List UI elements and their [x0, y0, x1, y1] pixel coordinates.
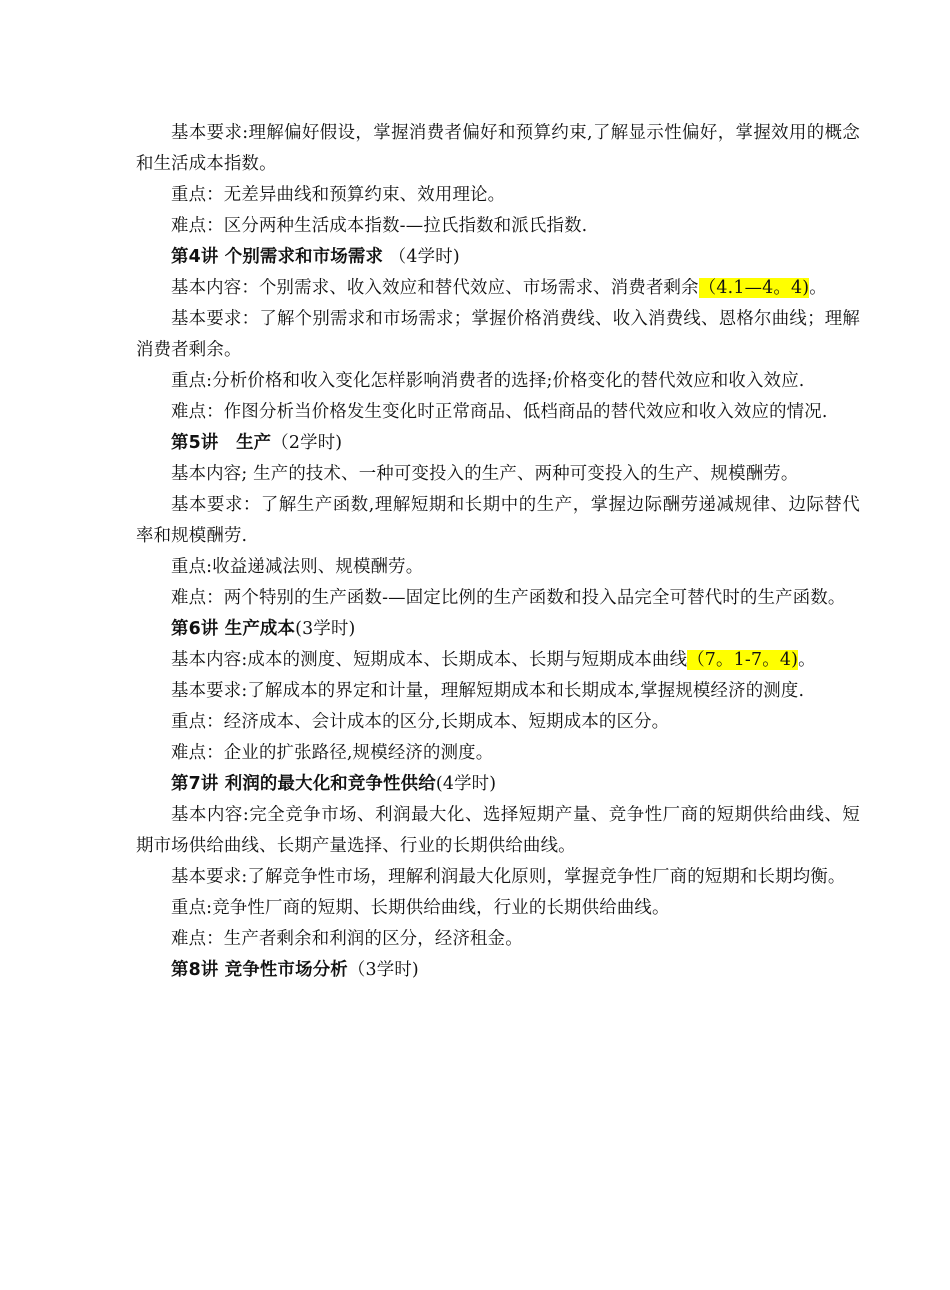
- paragraph-basic-requirements-ch4: 基本要求：了解个别需求和市场需求；掌握价格消费线、收入消费线、恩格尔曲线；理解消费者剩余。: [136, 309, 860, 360]
- paragraph-difficulties-ch6: 难点：企业的扩张路径,规模经济的测度。: [171, 743, 494, 763]
- paragraph-difficulties-ch3: 难点：区分两种生活成本指数-—拉氏指数和派氏指数.: [171, 216, 588, 236]
- lecture-title: 第5讲 生产: [171, 433, 272, 453]
- lecture-heading-4: [136, 242, 860, 273]
- lecture-heading-5: [136, 428, 860, 459]
- paragraph-basic-requirements-ch7: 基本要求:了解竞争性市场，理解利润最大化原则，掌握竞争性厂商的短期和长期均衡。: [171, 867, 846, 887]
- paragraph-difficulties-ch4: 难点：作图分析当价格发生变化时正常商品、低档商品的替代效应和收入效应的情况.: [171, 402, 828, 422]
- lecture-hours: （2学时): [271, 433, 343, 453]
- paragraph-basic-requirements-ch3: 基本要求:理解偏好假设，掌握消费者偏好和预算约束,了解显示性偏好，掌握效用的概念和生活成本指数。: [136, 123, 860, 174]
- content-text: 基本内容:成本的测度、短期成本、长期成本、长期与短期成本曲线: [171, 650, 688, 670]
- highlighted-section-ref: （7。1-7。4): [687, 650, 799, 670]
- content-text: 基本内容：个别需求、收入效应和替代效应、市场需求、消费者剩余: [171, 278, 699, 298]
- lecture-hours: (4学时): [435, 774, 497, 794]
- lecture-title: 第6讲 生产成本: [171, 619, 296, 639]
- lecture-heading-6: [136, 614, 860, 645]
- highlighted-section-ref: （4.1—4。4): [698, 278, 810, 298]
- paragraph-basic-content-ch6: [136, 645, 860, 676]
- paragraph-key-points-ch6: 重点：经济成本、会计成本的区分,长期成本、短期成本的区分。: [171, 712, 670, 732]
- paragraph-basic-content-ch7: 基本内容:完全竞争市场、利润最大化、选择短期产量、竞争性厂商的短期供给曲线、短期市场供给曲线、长期产量选择、行业的长期供给曲线。: [136, 805, 860, 856]
- document-body: [136, 118, 860, 986]
- lecture-title: 第7讲 利润的最大化和竞争性供给: [171, 774, 436, 794]
- paragraph-difficulties-ch5: 难点：两个特别的生产函数-—固定比例的生产函数和投入品完全可替代时的生产函数。: [171, 588, 846, 608]
- lecture-title: 第8讲 竞争性市场分析: [171, 960, 348, 980]
- paragraph-basic-content-ch5: 基本内容; 生产的技术、一种可变投入的生产、两种可变投入的生产、规模酬劳。: [171, 464, 799, 484]
- content-tail: 。: [809, 278, 827, 298]
- paragraph-key-points-ch5: 重点:收益递减法则、规模酬劳。: [171, 557, 424, 577]
- paragraph-difficulties-ch7: 难点：生产者剩余和利润的区分，经济租金。: [171, 929, 523, 949]
- paragraph-key-points-ch7: 重点:竞争性厂商的短期、长期供给曲线，行业的长期供给曲线。: [171, 898, 670, 918]
- paragraph-key-points-ch3: 重点：无差异曲线和预算约束、效用理论。: [171, 185, 506, 205]
- paragraph-basic-content-ch4: [136, 273, 860, 304]
- lecture-heading-7: [136, 769, 860, 800]
- paragraph-basic-requirements-ch6: 基本要求:了解成本的界定和计量，理解短期成本和长期成本,掌握规模经济的测度.: [171, 681, 805, 701]
- lecture-title: 第4讲 个别需求和市场需求: [171, 247, 384, 267]
- lecture-hours: （3学时): [347, 960, 419, 980]
- content-tail: 。: [798, 650, 816, 670]
- lecture-hours: （4学时): [383, 247, 460, 267]
- paragraph-key-points-ch4: 重点:分析价格和收入变化怎样影响消费者的选择;价格变化的替代效应和收入效应.: [171, 371, 805, 391]
- paragraph-basic-requirements-ch5: 基本要求：了解生产函数,理解短期和长期中的生产，掌握边际酬劳递减规律、边际替代率和规模酬劳.: [136, 495, 860, 546]
- lecture-hours: (3学时): [295, 619, 356, 639]
- lecture-heading-8: [136, 955, 860, 986]
